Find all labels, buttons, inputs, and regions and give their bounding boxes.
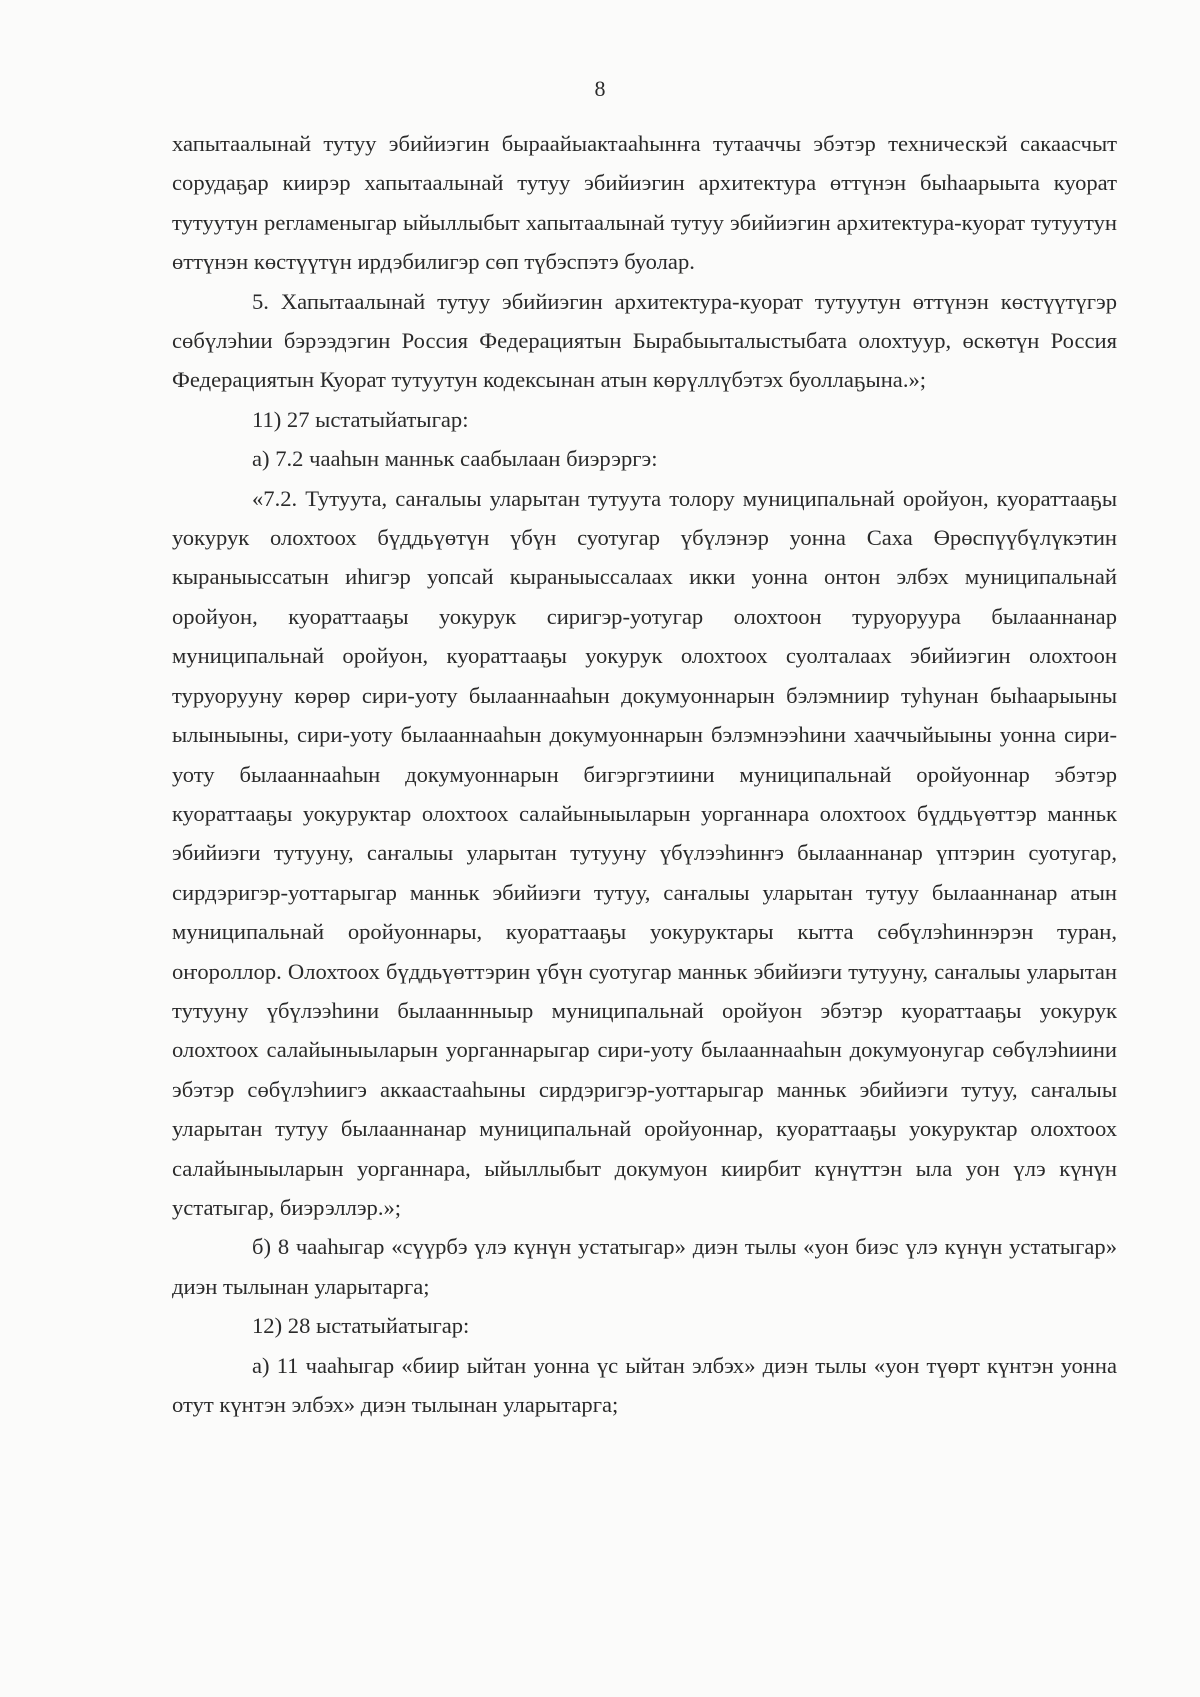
paragraph-item-12: 12) 28 ыстатыйатыгар: <box>252 1313 470 1339</box>
paragraph-item-11: 11) 27 ыстатыйатыгар: <box>252 406 469 432</box>
paragraph-continuation: хапытаалынай тутуу эбийиэгин быраайыактааһынҥа тутааччы эбэтэр техническэй сакаасчыт сорудаҕар киирэр хапытаалынай тутуу эбийиэгин архитектура өттүнэн быһаарыыта куорат тутуутун регламеныгар ыйыллыбыт хапытаалынай тутуу эбийиэгин архитектура-куорат тутуутун өттүнэн көстүүтүн ирдэбилигэр сөп түбэспэтэ буолар. <box>172 131 1117 275</box>
page-number: 8 <box>594 76 606 101</box>
paragraph-subitem-a-2: а) 11 чааһыгар «биир ыйтан уонна үс ыйтан элбэх» диэн тылы «уон түөрт күнтэн уонна отут күнтэн элбэх» диэн тылынан уларытарга; <box>172 1352 1117 1417</box>
paragraph-subitem-a: а) 7.2 чааһын манньк саабылаан биэрэргэ: <box>252 446 658 472</box>
paragraph-subitem-b: б) 8 чааһыгар «сүүрбэ үлэ күнүн устатыгар» диэн тылы «уон биэс үлэ күнүн устатыгар» диэн тылынан уларытарга; <box>172 1234 1117 1299</box>
paragraph-item-5: 5. Хапытаалынай тутуу эбийиэгин архитектура-куорат тутуутун өттүнэн көстүүтүгэр сөбүлэһии бэрээдэгин Россия Федерациятын Бырабыыталыстыбата олохтуур, өскөтүн Россия Федерациятын Куорат тутуутун кодексынан атын көрүллүбэтэх буоллаҕына.»; <box>172 288 1117 393</box>
paragraph-quote-7-2: «7.2. Тутуута, саҥалыы уларытан тутуута толору муниципальнай оройуон, куораттааҕы уокурук олохтоох бүддьүөтүн үбүн суотугар үбүлэнэр уонна Саха Өрөспүүбүлүкэтин кыраныыссатын иһигэр уопсай кыраныыссалаах икки уонна онтон элбэх муниципальнай оройуон, куораттааҕы уокурук сиригэр-уотугар олохтоон туруоруура былааннанар муниципальнай оройуон, куораттааҕы уокурук олохтоох суолталаах эбийиэгин олохтоон туруорууну көрөр сири-уоту былааннааһын докумуоннарын бэлэмниир туһунан быһаарыыны ылыныыны, сири-уоту былааннааһын докумуоннарын бэлэмнээһини хааччыйыыны уонна сири-уоту былааннааһын докумуоннарын бигэргэтиини муниципальнай оройуоннар эбэтэр куораттааҕы уокуруктар олохтоох салайыныыларын уорганнара олохтоох бүддьүөттэр манньк эбийиэги тутууну, саҥалыы уларытан тутууну үбүлээһинҥэ былааннанар үптэрин суотугар, сирдэригэр-уоттарыгар манньк эбийиэги тутуу, саҥалыы уларытан тутуу былааннанар атын муниципальнай оройуоннары, куораттааҕы уокуруктары кытта сөбүлэһиннэрэн туран, оҥороллор. Олохтоох бүддьүөттэрин үбүн суотугар манньк эбийиэги тутууну, саҥалыы уларытан тутууну үбүлээһини былааннныыр муниципальнай оройуон эбэтэр куораттааҕы уокурук олохтоох салайыныыларын уорганнарыгар сири-уоту былааннааһын докумуонугар сөбүлэһиини эбэтэр сөбүлэһиигэ аккаастааһыны сирдэригэр-уоттарыгар манньк эбийиэги тутуу, саҥалыы уларытан тутуу былааннанар муниципальнай оройуоннар, куораттааҕы уокуруктар олохтоох салайыныыларын уорганнара, ыйыллыбыт докумуон киирбит күнүттэн ыла уон үлэ күнүн устатыгар, биэрэллэр.»; <box>172 485 1117 1220</box>
document-body <box>172 124 1117 1424</box>
